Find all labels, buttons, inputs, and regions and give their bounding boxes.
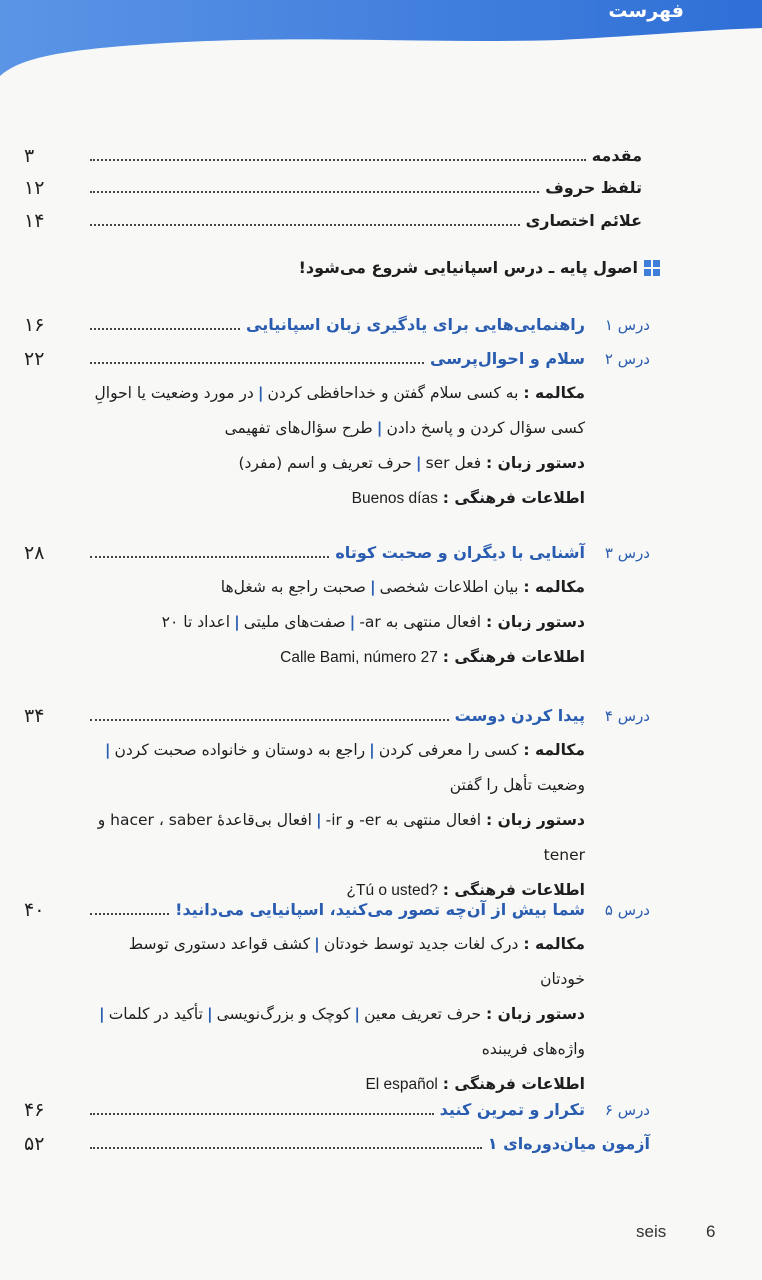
detail-item: وضعیت تأهل را گفتن [449,776,585,794]
detail-item: در مورد وضعیت یا احوالِ کسی سؤال کردن و پاسخ دادن [94,384,585,437]
toc-entry-pronunciation[interactable] [0,175,762,205]
entry-title: تلفظ حروف [545,178,642,197]
separator-bar: | [369,578,376,596]
toc-entry-exam[interactable] [0,1131,762,1161]
lesson-title-line [90,348,585,368]
detail-item: صفت‌های ملیتی [243,613,346,631]
dot-leader [90,210,520,226]
lesson-title: سلام و احوال‌پرسی [430,349,585,368]
detail-label: دستور زبان : [486,454,585,472]
lesson-label: درس ۲ [604,350,650,368]
dot-leader [90,1133,482,1149]
lesson-title-line [90,899,585,919]
footer-page-number: 6 [706,1222,716,1241]
cultural-topic: El español [365,1076,438,1093]
detail-item: فعل ser [425,454,482,472]
page-number: ۳۴ [24,705,45,727]
page-title: فهرست [608,0,684,22]
detail-label: مکالمه : [523,741,585,759]
detail-line [82,733,585,803]
entry-title: مقدمه [591,146,642,165]
lesson-title-line [90,314,585,334]
page-number: ۲۸ [24,542,45,564]
separator-bar: | [99,1005,105,1023]
lesson-label: درس ۶ [604,1101,650,1119]
toc-entry-lesson-6[interactable] [0,1097,762,1127]
page-number: ۳ [24,145,35,167]
detail-label: مکالمه : [523,384,585,402]
lesson-title-line [90,1099,585,1119]
section-heading-text: اصول پایه ـ درس اسپانیایی شروع می‌شود! [298,258,638,277]
detail-item: بیان اطلاعات شخصی [379,578,519,596]
detail-label: اطلاعات فرهنگی : [442,1075,585,1093]
detail-item: راجع به دوستان و خانواده صحبت کردن [114,741,366,759]
lesson-title: آشنایی با دیگران و صحبت کوتاه [335,543,585,562]
entry-title: علائم اختصاری [525,211,642,230]
page-number: ۴۰ [24,899,45,921]
page-number: ۱۲ [24,177,45,199]
dot-leader [90,314,240,330]
page-number: ۱۴ [24,210,45,232]
footer-page-word: seis [636,1222,667,1241]
detail-line [82,605,585,640]
lesson-label: درس ۳ [604,544,650,562]
detail-label: دستور زبان : [486,1005,585,1023]
detail-item: تأکید در کلمات [108,1005,203,1023]
toc-entry-lesson-1[interactable] [0,312,762,342]
separator-bar: | [349,613,356,631]
detail-line [82,997,585,1067]
detail-item: کسی را معرفی کردن [378,741,519,759]
lesson-title: شما بیش از آن‌چه تصور می‌کنید، اسپانیایی می‌دانید! [175,900,585,919]
lesson-details [82,927,585,1102]
separator-bar: | [376,419,383,437]
separator-bar: | [206,1005,213,1023]
detail-item: افعال منتهی به ‎-er و ‎-ir [325,811,482,829]
lesson-label: درس ۴ [604,707,650,725]
dot-leader [90,145,586,161]
detail-line [82,570,585,605]
page-number: ۲۲ [24,348,45,370]
lesson-details [82,570,585,675]
toc-entry-abbreviations[interactable] [0,208,762,238]
detail-label: دستور زبان : [486,811,585,829]
lesson-label: درس ۵ [604,901,650,919]
separator-bar: | [104,741,111,759]
detail-label: دستور زبان : [486,613,585,631]
separator-bar: | [314,935,320,953]
dot-leader [90,705,449,721]
lesson-details [82,733,585,908]
dot-leader [90,348,424,364]
separator-bar: | [354,1005,361,1023]
lesson-details [82,376,585,516]
detail-item: کوچک و بزرگ‌نویسی [216,1005,351,1023]
detail-line [82,446,585,481]
dot-leader [90,899,169,915]
detail-line [82,481,585,516]
dot-leader [90,542,329,558]
entry-title: آزمون میان‌دوره‌ای ۱ [487,1134,650,1153]
detail-item: صحبت راجع به شغل‌ها [220,578,366,596]
page-number: ۱۶ [24,314,45,336]
lesson-title-line [90,705,585,725]
page-header-band [0,0,762,80]
detail-item: افعال منتهی به ‎-ar [359,613,482,631]
lesson-label: درس ۱ [604,316,650,334]
page-number: ۵۲ [24,1133,45,1155]
detail-label: اطلاعات فرهنگی : [442,881,585,899]
detail-line [82,803,585,873]
detail-item: طرح سؤال‌های تفهیمی [224,419,373,437]
detail-line [82,376,585,446]
detail-item: حرف تعریف و اسم (مفرد) [238,454,412,472]
toc-entry-lesson-2[interactable] [0,346,762,376]
dot-leader [90,177,539,193]
detail-item: درک لغات جدید توسط خودتان [323,935,519,953]
detail-item: به کسی سلام گفتن و خداحافظی کردن [267,384,519,402]
detail-item: حرف تعریف معین [364,1005,482,1023]
lesson-title: راهنمایی‌هایی برای یادگیری زبان اسپانیایی [246,315,585,334]
detail-item: واژه‌های فریبنده [481,1040,585,1058]
separator-bar: | [369,741,375,759]
detail-item: کشف قواعد دستوری توسط خودتان [128,935,585,988]
detail-label: اطلاعات فرهنگی : [442,489,585,507]
cultural-topic: Calle Bami, número 27 [280,649,438,666]
detail-label: مکالمه : [523,935,585,953]
detail-line [82,640,585,675]
lesson-title-line [90,542,585,562]
detail-item: افعال بی‌قاعدهٔ hacer ، saber و tener [97,811,585,864]
dot-leader [90,1099,434,1115]
page-number: ۴۶ [24,1099,45,1121]
detail-label: مکالمه : [523,578,585,596]
lesson-title: تکرار و تمرین کنید [439,1100,585,1119]
separator-bar: | [315,811,322,829]
toc-entry-intro[interactable] [0,143,762,173]
cultural-topic: ¿Tú o usted? [346,882,438,899]
toc-entry-lesson-4[interactable] [0,703,762,733]
lesson-title: پیدا کردن دوست [454,706,585,725]
toc-entry-lesson-3[interactable] [0,540,762,570]
detail-label: اطلاعات فرهنگی : [442,648,585,666]
separator-bar: | [234,613,240,631]
detail-line [82,927,585,997]
toc-entry-lesson-5[interactable] [0,897,762,927]
section-heading [299,258,660,277]
separator-bar: | [257,384,264,402]
cultural-topic: Buenos días [351,490,438,507]
detail-item: اعداد تا ۲۰ [161,613,231,631]
separator-bar: | [415,454,422,472]
grid-squares-icon [644,260,660,276]
